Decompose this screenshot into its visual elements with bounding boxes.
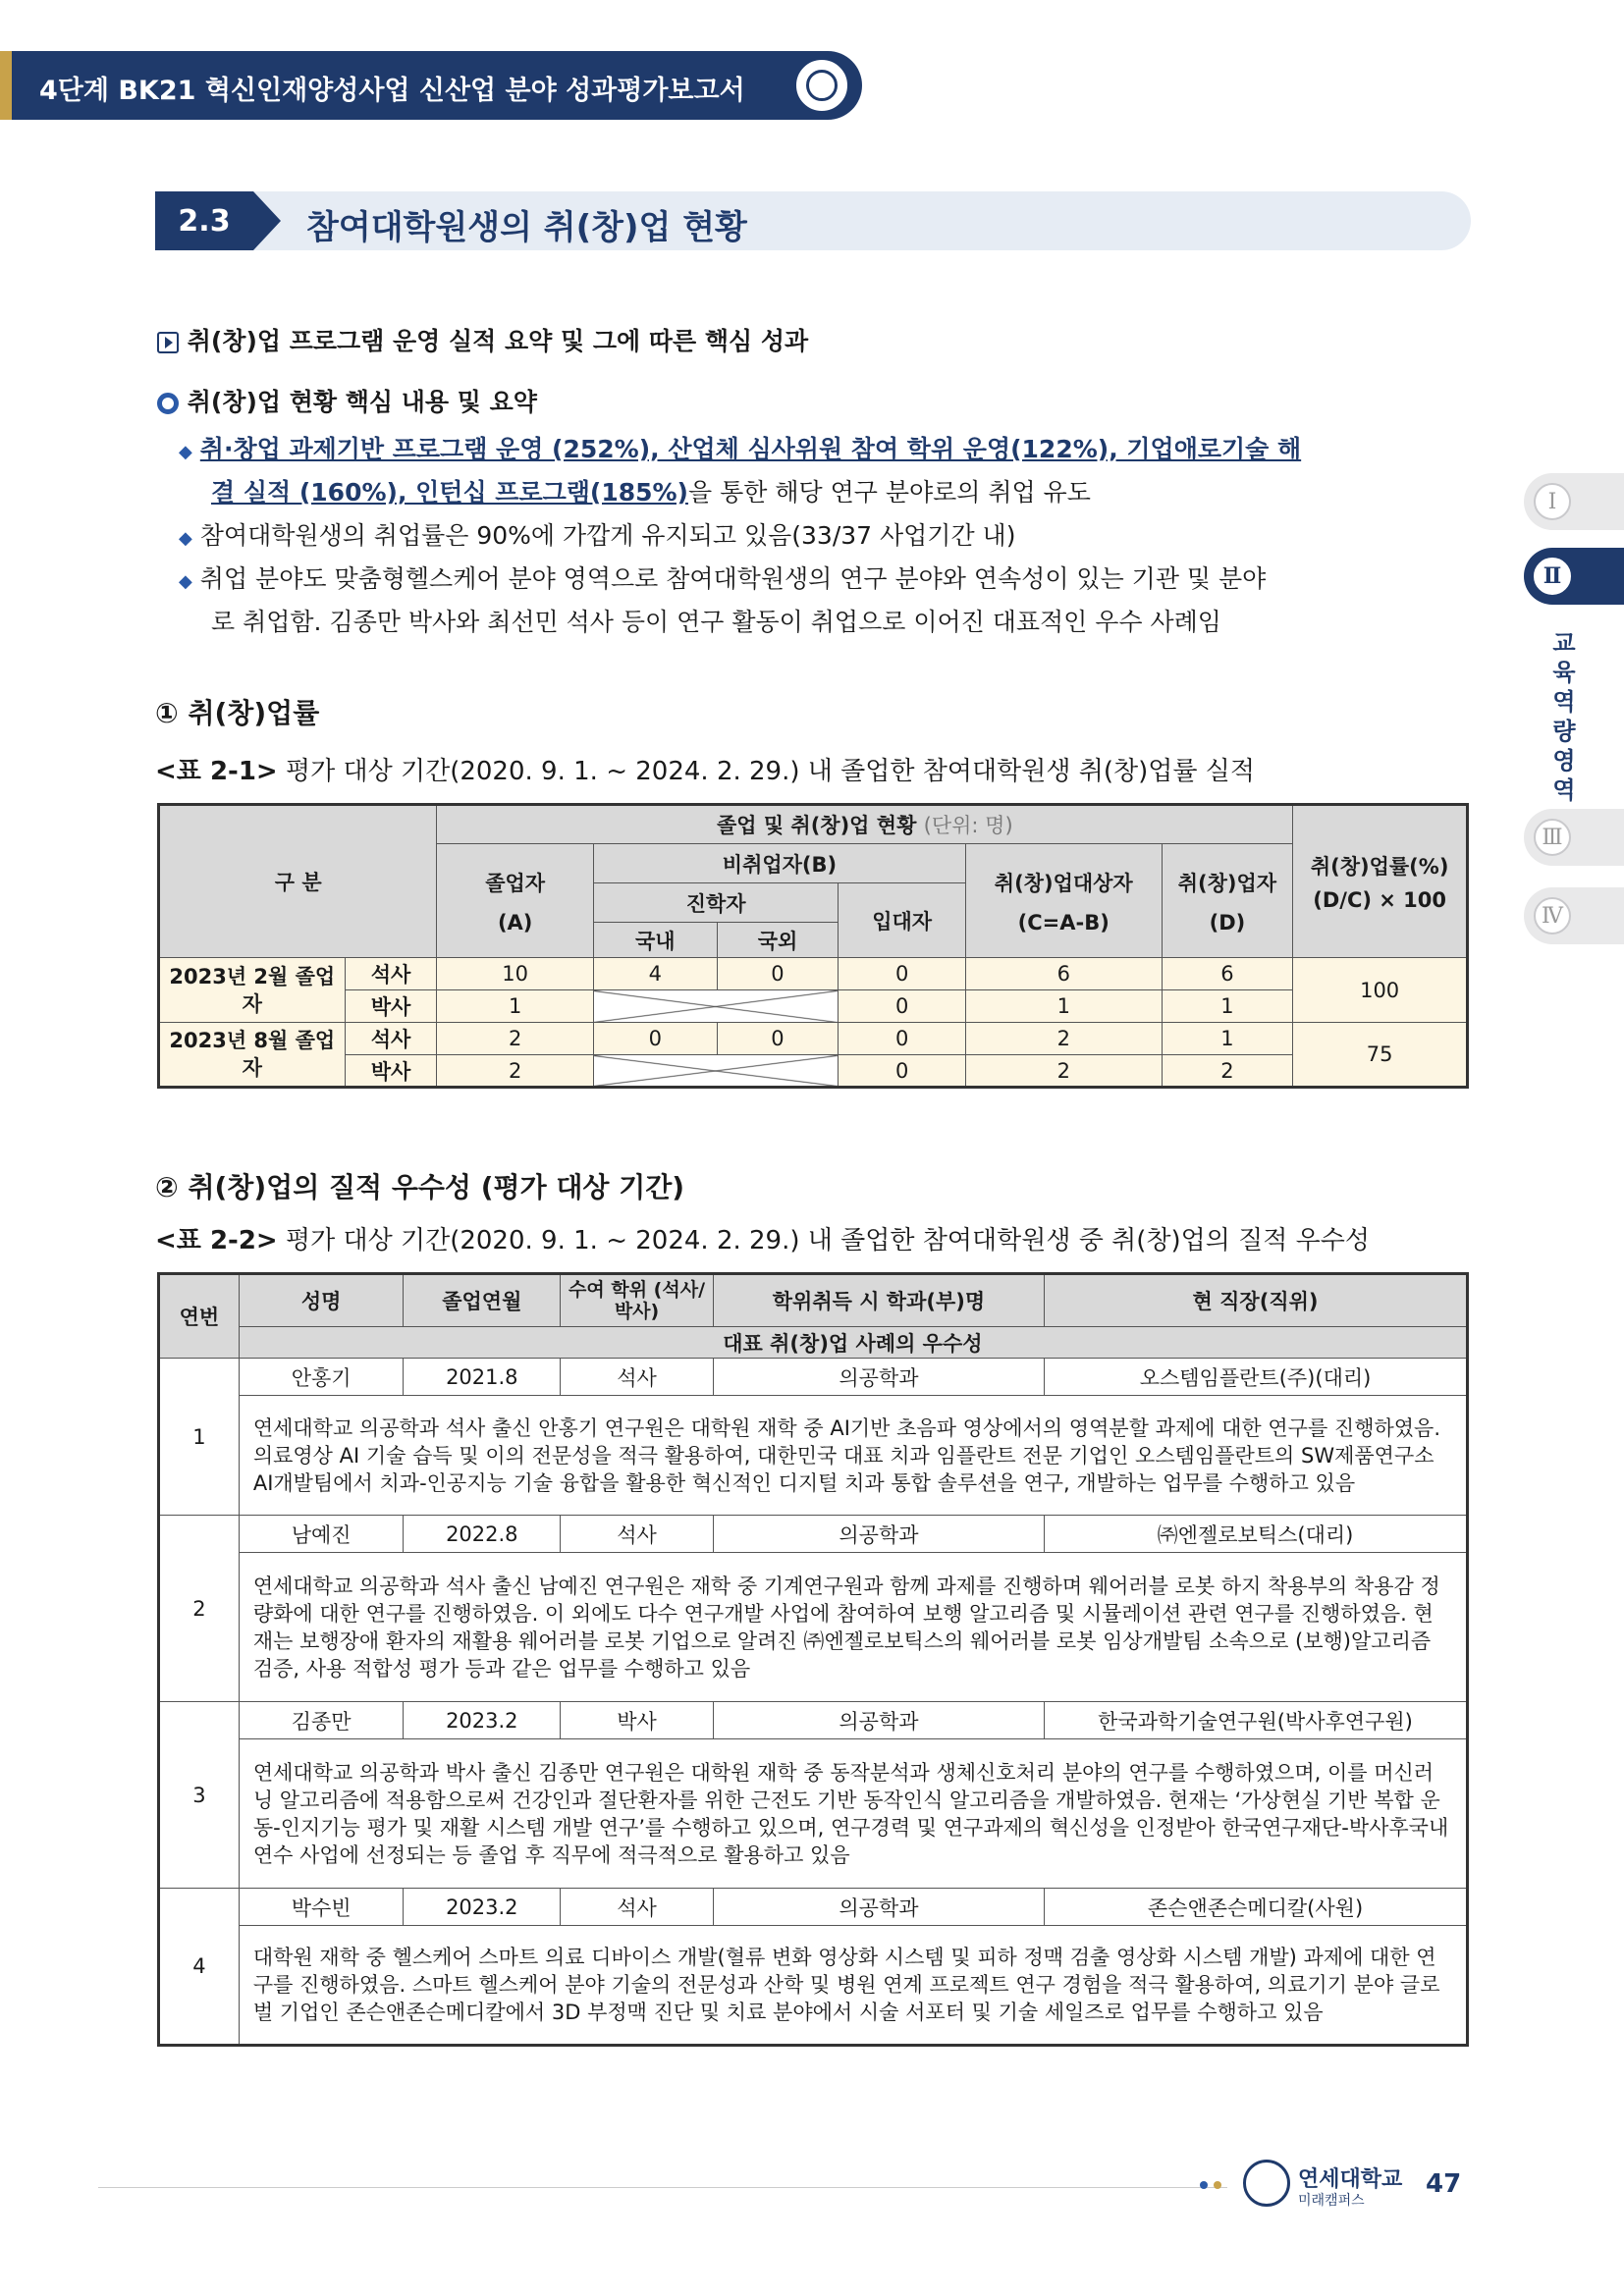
case-description: 연세대학교 의공학과 박사 출신 김종만 연구원은 대학원 재학 중 동작분석과 생체신호처리 분야의 연구를 수행하였으며, 이를 머신러닝 알고리즘에 적용함으로써 건강인과 절단환자를 위한 근전도 기반 동작인식 알고리즘을 개발하였음. 현재는 ‘가상현실 기반 복합 운동-인지기능 평가 및 재활 시스템 개발 연구’를 수행하고 있으며, 연구경력 및 연구과제의 혁신성을 인정받아 한국연구재단-박사후국내연수 사업에 선정되는 등 졸업 후 직무에 적극적으로 활용하고 있음 (239, 1739, 1467, 1889)
header-accent (0, 51, 12, 120)
table1-caption: <표 2-1> 평가 대상 기간(2020. 9. 1. ~ 2024. 2. 29.) 내 졸업한 참여대학원생 취(창)업률 실적 (155, 757, 1255, 786)
th-rate: 취(창)업률(%) (D/C) × 100 (1293, 805, 1468, 958)
subsection-employment-rate: ① 취(창)업률 (155, 697, 320, 729)
footer-dot-icon (1200, 2181, 1208, 2189)
table-row: 박사 2 0 2 2 (159, 1055, 1468, 1088)
bullet-1-line-1: ◆ 취·창업 과제기반 프로그램 운영 (252%), 산업체 심사위원 참여 학위 운영(122%), 기업애로기술 해 (179, 435, 1302, 463)
university-logo-icon (1243, 2160, 1290, 2207)
th-domestic: 국내 (593, 923, 717, 958)
target-icon (157, 393, 179, 414)
table-row: 2 남예진 2022.8 석사 의공학과 ㈜엔젤로보틱스(대리) (159, 1516, 1468, 1553)
subsection-quality: ② 취(창)업의 질적 우수성 (평가 대상 기간) (155, 1171, 685, 1203)
tab-chapter-4[interactable]: Ⅳ (1524, 887, 1624, 944)
tab-chapter-2[interactable]: Ⅱ (1524, 548, 1624, 605)
section-arrow-icon (253, 191, 281, 250)
heading-program-summary: 취(창)업 프로그램 운영 실적 요약 및 그에 따른 핵심 성과 (157, 322, 808, 357)
bullet-2: ◆ 참여대학원생의 취업률은 90%에 가깝게 유지되고 있음(33/37 사업기간 내) (179, 521, 1016, 550)
tab-chapter-3[interactable]: Ⅲ (1524, 809, 1624, 866)
th-further-study: 진학자 (593, 883, 838, 923)
th-nonemployed: 비취업자(B) (593, 844, 965, 883)
rate-feb-2023: 100 (1293, 958, 1468, 1023)
crossed-cell (593, 1055, 838, 1088)
footer-campus: 미래캠퍼스 (1298, 2193, 1365, 2209)
table-row (159, 1396, 1468, 1516)
university-seal-icon (793, 57, 850, 114)
bullet-icon: ◆ (179, 528, 192, 549)
tab-chapter-1[interactable]: Ⅰ (1524, 473, 1624, 530)
th-department: 학위취득 시 학과(부)명 (713, 1274, 1044, 1327)
group-feb-2023: 2023년 2월 졸업자 (159, 958, 346, 1023)
footer-dot-icon (1214, 2181, 1221, 2189)
section-number: 2.3 (155, 191, 253, 250)
th-status: 졸업 및 취(창)업 현황 (단위: 명) (437, 805, 1293, 844)
table-row: 3 김종만 2023.2 박사 의공학과 한국과학기술연구원(박사후연구원) (159, 1702, 1468, 1739)
rate-aug-2023: 75 (1293, 1023, 1468, 1088)
th-case: 대표 취(창)업 사례의 우수성 (239, 1327, 1467, 1359)
table-row (159, 1926, 1468, 2046)
play-box-icon (157, 332, 179, 353)
th-group: 구 분 (159, 805, 437, 958)
table2-caption: <표 2-2> 평가 대상 기간(2020. 9. 1. ~ 2024. 2. 29.) 내 졸업한 참여대학원생 중 취(창)업의 질적 우수성 (155, 1226, 1370, 1255)
th-target: 취(창)업대상자 (C=A-B) (965, 844, 1162, 958)
bullet-icon: ◆ (179, 571, 192, 592)
table-row: 2023년 8월 졸업자 석사 2 0 0 0 2 1 75 (159, 1023, 1468, 1055)
th-degree: 수여 학위 (석사/박사) (561, 1274, 714, 1327)
th-abroad: 국외 (717, 923, 839, 958)
th-employed: 취(창)업자 (D) (1162, 844, 1293, 958)
th-current-job: 현 직장(직위) (1045, 1274, 1468, 1327)
th-grad-date: 졸업연월 (404, 1274, 561, 1327)
table-row: 2023년 2월 졸업자 석사 10 4 0 0 6 6 100 (159, 958, 1468, 990)
th-military: 입대자 (839, 883, 966, 958)
table-row: 4 박수빈 2023.2 석사 의공학과 존슨앤존슨메디칼(사원) (159, 1889, 1468, 1926)
bullet-3-line-2: 로 취업함. 김종만 박사와 최선민 석사 등이 연구 활동이 취업으로 이어진 대표적인 우수 사례임 (211, 608, 1221, 636)
bullet-icon: ◆ (179, 442, 192, 462)
table-row (159, 1739, 1468, 1889)
heading-key-summary: 취(창)업 현황 핵심 내용 및 요약 (157, 383, 537, 418)
table-row: 1 안홍기 2021.8 석사 의공학과 오스템임플란트(주)(대리) (159, 1359, 1468, 1396)
report-title: 4단계 BK21 혁신인재양성사업 신산업 분야 성과평가보고서 (39, 76, 745, 106)
th-graduates: 졸업자 (A) (437, 844, 594, 958)
employment-rate-table (157, 803, 1469, 1089)
side-section-label: 교육역량 영역 (1552, 629, 1576, 804)
th-no: 연번 (159, 1274, 240, 1359)
footer-university: 연세대학교 (1298, 2167, 1403, 2192)
footer-divider (98, 2187, 1227, 2188)
employment-quality-table (157, 1272, 1469, 2047)
crossed-cell (593, 990, 838, 1023)
case-description: 연세대학교 의공학과 석사 출신 남예진 연구원은 재학 중 기계연구원과 함께 과제를 진행하며 웨어러블 로봇 하지 착용부의 착용감 정량화에 대한 연구를 진행하였음. 이 외에도 다수 연구개발 사업에 참여하여 보행 알고리즘 및 시뮬레이션 관련 연구를 진행하였음. 현재는 보행장애 환자의 재활용 웨어러블 로봇 기업으로 알려진 ㈜엔젤로보틱스의 웨어러블 로봇 임상개발팀 소속으로 (보행)알고리즘 검증, 사용 적합성 평가 등과 같은 업무를 수행하고 있음 (239, 1553, 1467, 1702)
table-row: 박사 1 0 1 1 (159, 990, 1468, 1023)
bullet-3-line-1: ◆ 취업 분야도 맞춤형헬스케어 분야 영역으로 참여대학원생의 연구 분야와 연속성이 있는 기관 및 분야 (179, 564, 1267, 593)
th-name: 성명 (239, 1274, 404, 1327)
group-aug-2023: 2023년 8월 졸업자 (159, 1023, 346, 1088)
page-number: 47 (1426, 2169, 1462, 2199)
table-row (159, 1553, 1468, 1702)
case-description: 대학원 재학 중 헬스케어 스마트 의료 디바이스 개발(혈류 변화 영상화 시스템 및 피하 정맥 검출 영상화 시스템 개발) 과제에 대한 연구를 진행하였음. 스마트 헬스케어 분야 기술의 전문성과 산학 및 병원 연계 프로젝트 연구 경험을 적극 활용하여, 의료기기 분야 글로벌 기업인 존슨앤존슨메디칼에서 3D 부정맥 진단 및 치료 분야에서 시술 서포터 및 기술 세일즈로 업무를 수행하고 있음 (239, 1926, 1467, 2046)
bullet-1-line-2: 결 실적 (160%), 인턴십 프로그램(185%)을 통한 해당 연구 분야로의 취업 유도 (211, 478, 1091, 507)
section-title: 참여대학원생의 취(창)업 현황 (306, 208, 747, 247)
case-description: 연세대학교 의공학과 석사 출신 안홍기 연구원은 대학원 재학 중 AI기반 초음파 영상에서의 영역분할 과제에 대한 연구를 진행하였음. 의료영상 AI 기술 습득 및 이의 전문성을 적극 활용하여, 대한민국 대표 치과 임플란트 전문 기업인 오스템임플란트의 SW제품연구소 AI개발팀에서 치과-인공지능 기술 융합을 활용한 혁신적인 디지털 치과 통합 솔루션을 연구, 개발하는 업무를 수행하고 있음 (239, 1396, 1467, 1516)
